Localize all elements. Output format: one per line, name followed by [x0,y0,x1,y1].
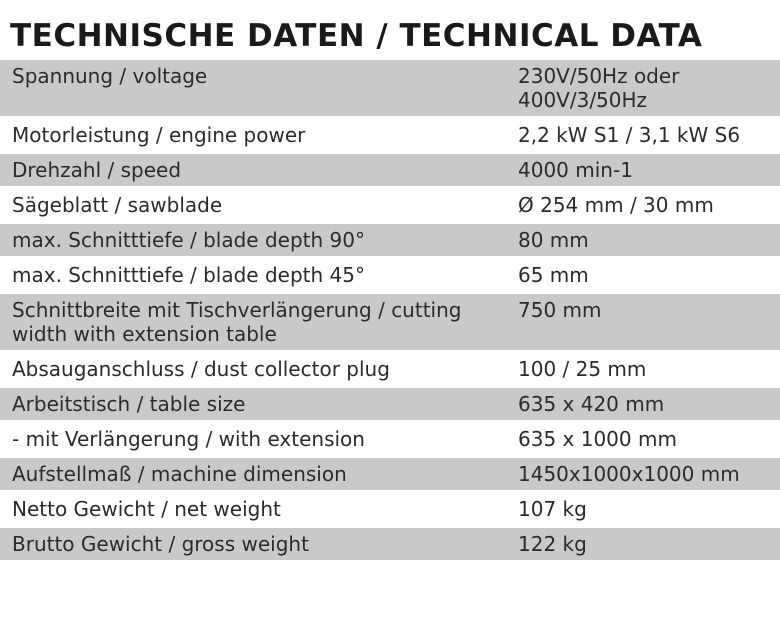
row-label-line: Brutto Gewicht / gross weight [12,532,309,556]
row-value [508,392,780,416]
row-label [0,532,508,556]
row-label-line: Sägeblatt / sawblade [12,193,223,217]
row-value [508,123,780,147]
row-label [0,497,508,521]
row-value [508,64,780,112]
row-value [508,263,780,287]
row-value-line: 107 kg [518,497,587,521]
row-value [508,462,780,486]
row-value-line: 750 mm [518,298,602,322]
row-value [508,497,780,521]
row-label-line: Schnittbreite mit Tischverlängerung / cutting [12,298,462,322]
table-row [0,154,780,189]
table-row [0,423,780,458]
row-value-line: 4000 min-1 [518,158,633,182]
row-label-line: Drehzahl / speed [12,158,182,182]
table-row [0,259,780,294]
row-value-line: 2,2 kW S1 / 3,1 kW S6 [518,123,741,147]
technical-data-table [0,60,780,563]
row-value-line: 635 x 420 mm [518,392,665,416]
row-value-line: Ø 254 mm / 30 mm [518,193,714,217]
table-row [0,60,780,119]
row-value-line: 635 x 1000 mm [518,427,677,451]
row-label-line: Aufstellmaß / machine dimension [12,462,347,486]
page-title: TECHNISCHE DATEN / TECHNICAL DATA [10,18,703,54]
row-label-line: width with extension table [12,322,277,346]
row-value-line: 1450x1000x1000 mm [518,462,740,486]
row-label [0,158,508,182]
row-label [0,263,508,287]
row-value [508,298,780,346]
row-value-line: 80 mm [518,228,589,252]
row-label [0,228,508,252]
row-value [508,158,780,182]
table-row [0,353,780,388]
table-row [0,493,780,528]
table-row [0,528,780,563]
row-value [508,357,780,381]
row-value-line: 400V/3/50Hz [518,88,648,112]
row-label-line: Spannung / voltage [12,64,208,88]
row-value-line: 122 kg [518,532,587,556]
row-label [0,462,508,486]
row-value-line: 100 / 25 mm [518,357,647,381]
row-label-line: Motorleistung / engine power [12,123,306,147]
table-row [0,388,780,423]
row-label-line: Arbeitstisch / table size [12,392,246,416]
table-row [0,189,780,224]
row-label [0,357,508,381]
table-row [0,119,780,154]
row-label [0,64,508,112]
table-row [0,224,780,259]
row-label [0,298,508,346]
row-value [508,193,780,217]
table-row [0,458,780,493]
row-label-line: - mit Verlängerung / with extension [12,427,365,451]
row-label [0,193,508,217]
row-value [508,427,780,451]
row-label-line: Netto Gewicht / net weight [12,497,281,521]
row-label [0,123,508,147]
row-label-line: Absauganschluss / dust collector plug [12,357,390,381]
row-label [0,427,508,451]
table-row [0,294,780,353]
row-value-line: 65 mm [518,263,589,287]
row-label-line: max. Schnitttiefe / blade depth 45° [12,263,365,287]
row-label-line: max. Schnitttiefe / blade depth 90° [12,228,365,252]
row-value [508,532,780,556]
row-value-line: 230V/50Hz oder [518,64,680,88]
row-value [508,228,780,252]
row-label [0,392,508,416]
